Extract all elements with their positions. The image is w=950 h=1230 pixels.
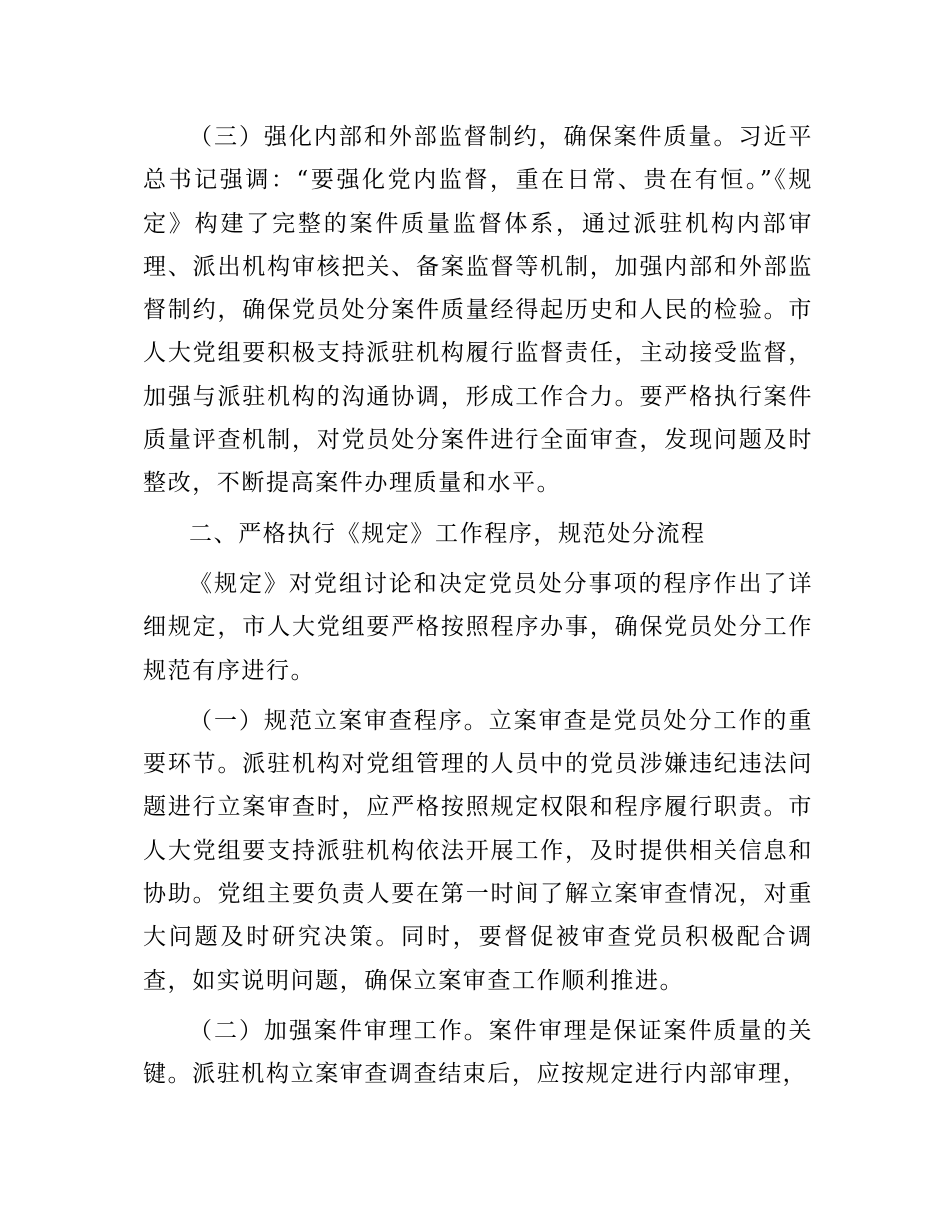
paragraph-supervision: （三）强化内部和外部监督制约，确保案件质量。习近平总书记强调：“要强化党内监督，重在日常、贵在有恒。”《规定》构建了完整的案件质量监督体系，通过派驻机构内部审理、派出机构审核把关、备案监督等机制，加强内部和外部监督制约，确保党员处分案件质量经得起历史和人民的检验。市人大党组要积极支持派驻机构履行监督责任，主动接受监督，加强与派驻机构的沟通协调，形成工作合力。要严格执行案件质量评查机制，对党员处分案件进行全面审查，发现问题及时整改，不断提高案件办理质量和水平。 <box>143 124 813 497</box>
paragraph-procedure-intro: 《规定》对党组讨论和决定党员处分事项的程序作出了详细规定，市人大党组要严格按照程序办事，确保党员处分工作规范有序进行。 <box>143 570 813 684</box>
paragraph-case-filing: （一）规范立案审查程序。立案审查是党员处分工作的重要环节。派驻机构对党组管理的人员中的党员涉嫌违纪违法问题进行立案审查时，应严格按照规定权限和程序履行职责。市人大党组要支持派驻机构依法开展工作，及时提供相关信息和协助。党组主要负责人要在第一时间了解立案审查情况，对重大问题及时研究决策。同时，要督促被审查党员积极配合调查，如实说明问题，确保立案审查工作顺利推进。 <box>143 707 813 994</box>
section-heading-procedure: 二、严格执行《规定》工作程序，规范处分流程 <box>189 520 706 547</box>
paragraph-case-trial: （二）加强案件审理工作。案件审理是保证案件质量的关键。派驻机构立案审查调查结束后，应按规定进行内部审理， <box>143 1017 813 1088</box>
document-body <box>143 116 813 1097</box>
